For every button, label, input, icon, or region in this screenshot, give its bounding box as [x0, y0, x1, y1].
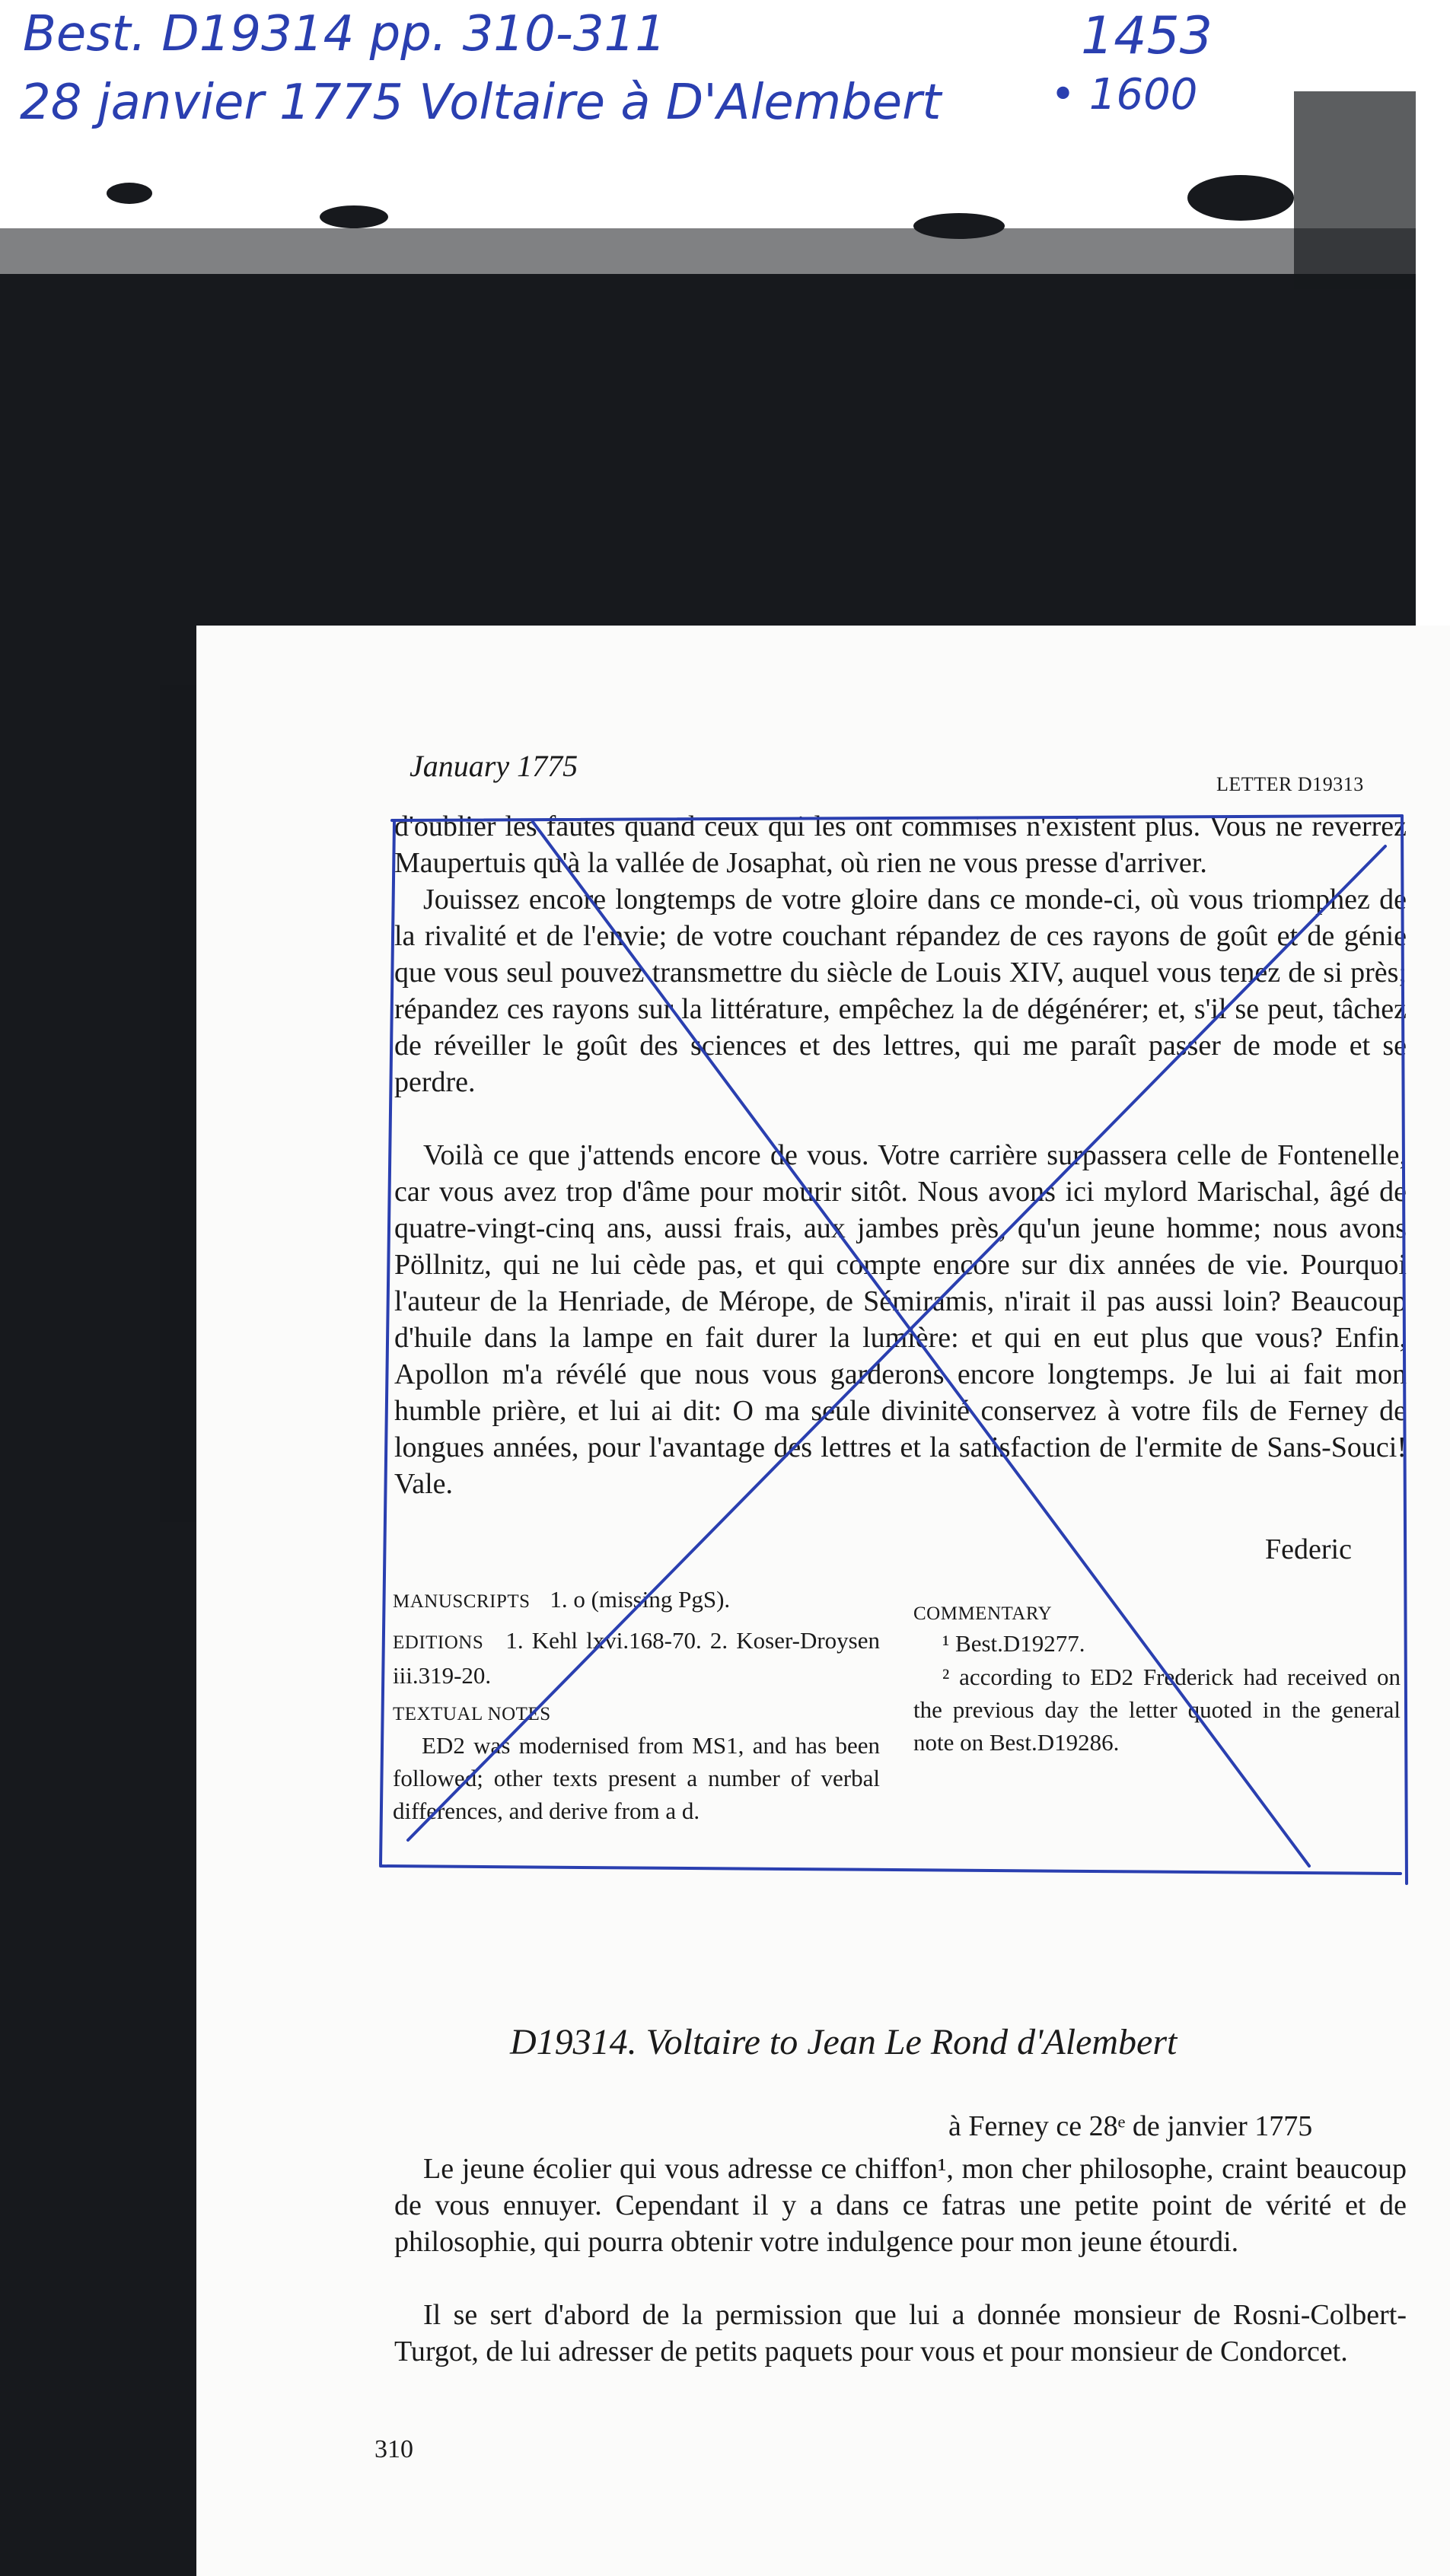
commentary-note-2: ² according to ED2 Frederick had received on the previous day the letter quoted in the general note on Best.D19286. [913, 1664, 1401, 1756]
scan-speck [913, 213, 1005, 239]
scan-speck [1187, 175, 1294, 221]
running-head-right: LETTER D19313 [1216, 773, 1364, 795]
handwritten-date-line: 28 janvier 1775 Voltaire à D'Alembert [20, 75, 942, 131]
scan-speck [320, 205, 388, 228]
handwritten-number-top: 1453 [1081, 6, 1213, 66]
signature: Federic [1265, 1533, 1352, 1565]
scan-shadow-right-top [1294, 91, 1416, 289]
body-paragraph: Jouissez encore longtemps de votre gloire dans ce monde-ci, où vous triomphez de la rivalité et de l'envie; de votre couchant répandez de ces rayons de goût et de génie que vous seul pouvez transmettre du siècle de Louis XIV, auquel vous tenez de si près; répandez ces rayons sur la littérature, empêchez la de dégénérer; et, s'il se peut, tâchez de réveiller le goût des sciences et des lettres, qui me paraît passer de mode et se perdre. [394, 884, 1407, 1098]
textual-notes-label [393, 1696, 551, 1731]
body-paragraph: Le jeune écolier qui vous adresse ce chiffon¹, mon cher philosophe, craint beaucoup de vous ennuyer. Cependant il y a dans ce fatras une petite point de vérité et de philosophie, qui pourra obtenir votre indulgence pour mon jeune étourdi. [394, 2153, 1407, 2258]
commentary-note-1: ¹ Best.D19277. [942, 1630, 1085, 1657]
handwritten-reference: Best. D19314 pp. 310-311 [23, 6, 666, 62]
textual-label: TEXTUAL NOTES [393, 1704, 551, 1724]
handwritten-number-bottom: • 1600 [1050, 70, 1198, 119]
running-head-left: January 1775 [410, 749, 578, 783]
body-paragraph: Il se sert d'abord de la permission que lui a donnée monsieur de Rosni-Colbert-Turgot, de lui adresser de petits paquets pour vous et pour monsieur de Condorcet. [394, 2299, 1407, 2367]
commentary-label-text: COMMENTARY [913, 1603, 1053, 1624]
scan-shadow-top [0, 274, 1416, 626]
editions-text: 1. Kehl lxvi.168-70. 2. Koser-Droysen iii.319-20. [393, 1627, 881, 1689]
body-paragraph: d'oublier les fautes quand ceux qui les ont commises n'existent plus. Vous ne reverrez Maupertuis qu'à la vallée de Josaphat, où rien ne vous presse d'arriver. [394, 810, 1407, 879]
scan-speck [107, 183, 152, 204]
page-number: 310 [374, 2435, 413, 2463]
scan-shadow-ragged-top [0, 228, 1416, 282]
body-paragraph: Voilà ce que j'attends encore de vous. Votre carrière surpassera celle de Fontenelle, car vous avez trop d'âme pour mourir sitôt. Nous avons ici mylord Marischal, âgé de quatre-vingt-cinq ans, aussi frais, aux jambes près, qu'un jeune homme; nous avons Pöllnitz, qui ne lui cède pas, et qui compte encore sur dix années de vie. Pourquoi l'auteur de la Henriade, de Mérope, de Sémiramis, n'irait il pas aussi loin? Beaucoup d'huile dans la lampe en fait durer la lumière: et qui en eut plus que vous? Enfin, Apollon m'a révélé que nous vous garderons encore longtemps. Je lui ai fait mon humble prière, et lui ai dit: O ma seule divinité conservez à votre fils de Ferney de longues années, pour l'avantage des lettres et la satisfaction de l'ermite de Sans-Souci! Vale. [394, 1139, 1407, 1500]
editions-label: EDITIONS [393, 1632, 484, 1653]
manuscripts-text: 1. o (missing PgS). [550, 1586, 731, 1613]
textual-notes-text: ED2 was modernised from MS1, and has been followed; other texts present a number of verbal differences, and derive from a d. [393, 1732, 880, 1824]
letter-title: D19314. Voltaire to Jean Le Rond d'Alembert [510, 2022, 1178, 2062]
letter-dateline: à Ferney ce 28ᵉ de janvier 1775 [948, 2110, 1313, 2142]
commentary-label [913, 1595, 1052, 1630]
editions-note [393, 1624, 880, 1692]
manuscripts-note [393, 1583, 880, 1618]
manuscripts-label: MANUSCRIPTS [393, 1591, 531, 1612]
